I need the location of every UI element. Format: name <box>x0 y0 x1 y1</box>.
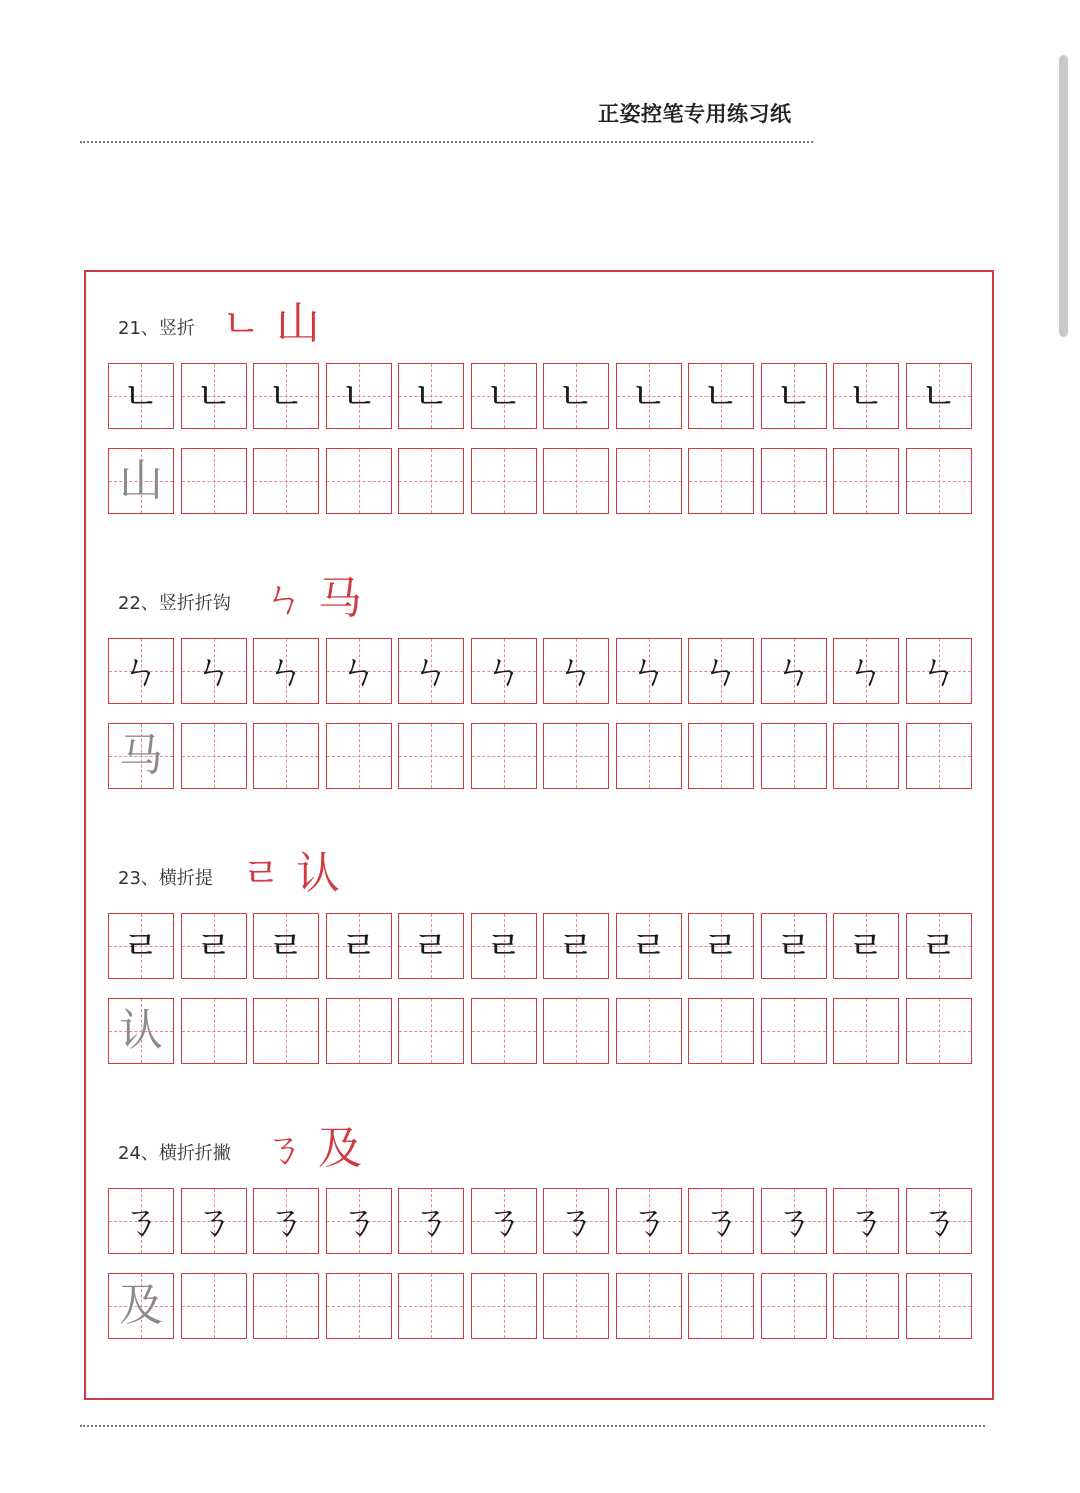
stroke-section <box>108 573 974 795</box>
stroke-glyph: ㄣ <box>774 649 813 693</box>
blank-grid-cell[interactable] <box>906 1273 972 1339</box>
stroke-glyph: ㄴ <box>920 374 958 418</box>
stroke-label: 21、竖折 <box>118 318 195 339</box>
model-character-cell[interactable] <box>108 448 174 514</box>
page-title: 正姿控笔专用练习纸 <box>598 102 792 126</box>
blank-grid-cell[interactable] <box>833 448 899 514</box>
blank-grid-cell[interactable] <box>471 448 537 514</box>
tian-grid-cell[interactable] <box>616 913 682 979</box>
stroke-glyph: ㄹ <box>775 924 813 968</box>
stroke-glyph: ㄹ <box>920 924 958 968</box>
stroke-glyph: ㄋ <box>701 1199 740 1243</box>
stroke-practice-row <box>108 913 974 981</box>
stroke-sample: ㄋ <box>264 1126 304 1172</box>
stroke-sample: ㄹ <box>242 851 281 897</box>
stroke-glyph: ㄹ <box>702 924 740 968</box>
tian-grid-cell[interactable] <box>688 913 754 979</box>
character-practice-row <box>108 998 974 1066</box>
stroke-glyph: ㄣ <box>629 649 668 693</box>
stroke-glyph: ㄣ <box>339 649 378 693</box>
stroke-glyph: ㄋ <box>339 1199 378 1243</box>
blank-grid-cell[interactable] <box>906 723 972 789</box>
blank-grid-cell[interactable] <box>688 1273 754 1339</box>
stroke-glyph: ㄴ <box>630 374 668 418</box>
blank-grid-cell[interactable] <box>326 723 392 789</box>
stroke-glyph: ㄹ <box>557 924 595 968</box>
tian-grid-cell[interactable] <box>326 363 392 429</box>
stroke-glyph: ㄣ <box>556 649 595 693</box>
tian-grid-cell[interactable] <box>543 363 609 429</box>
blank-grid-cell[interactable] <box>688 723 754 789</box>
character-practice-row <box>108 448 974 516</box>
tian-grid-cell[interactable] <box>398 638 464 704</box>
blank-grid-cell[interactable] <box>398 1273 464 1339</box>
model-character: 认 <box>119 1005 163 1056</box>
stroke-practice-row <box>108 363 974 431</box>
blank-grid-cell[interactable] <box>326 1273 392 1339</box>
stroke-glyph: ㄣ <box>411 649 450 693</box>
character-practice-row <box>108 1273 974 1341</box>
tian-grid-cell[interactable] <box>906 1188 972 1254</box>
tian-grid-cell[interactable] <box>181 1188 247 1254</box>
stroke-glyph: ㄋ <box>121 1199 160 1243</box>
blank-grid-cell[interactable] <box>398 998 464 1064</box>
blank-grid-cell[interactable] <box>471 723 537 789</box>
stroke-label: 24、横折折撇 <box>118 1143 231 1164</box>
stroke-practice-row <box>108 638 974 706</box>
tian-grid-cell[interactable] <box>906 913 972 979</box>
stroke-section <box>108 848 974 1070</box>
tian-grid-cell[interactable] <box>253 1188 319 1254</box>
blank-grid-cell[interactable] <box>906 998 972 1064</box>
tian-grid-cell[interactable] <box>181 363 247 429</box>
blank-grid-cell[interactable] <box>616 723 682 789</box>
tian-grid-cell[interactable] <box>616 638 682 704</box>
tian-grid-cell[interactable] <box>326 1188 392 1254</box>
blank-grid-cell[interactable] <box>616 1273 682 1339</box>
blank-grid-cell[interactable] <box>833 998 899 1064</box>
tian-grid-cell[interactable] <box>616 363 682 429</box>
character-practice-row <box>108 723 974 791</box>
stroke-glyph: ㄣ <box>194 649 233 693</box>
stroke-glyph: ㄴ <box>340 374 378 418</box>
stroke-glyph: ㄴ <box>267 374 305 418</box>
blank-grid-cell[interactable] <box>761 723 827 789</box>
tian-grid-cell[interactable] <box>108 913 174 979</box>
tian-grid-cell[interactable] <box>471 363 537 429</box>
blank-grid-cell[interactable] <box>181 448 247 514</box>
tian-grid-cell[interactable] <box>398 1188 464 1254</box>
model-character: 马 <box>119 730 163 781</box>
stroke-glyph: ㄹ <box>195 924 233 968</box>
stroke-glyph: ㄹ <box>122 924 160 968</box>
stroke-glyph: ㄣ <box>484 649 523 693</box>
blank-grid-cell[interactable] <box>181 723 247 789</box>
stroke-glyph: ㄹ <box>340 924 378 968</box>
blank-grid-cell[interactable] <box>616 448 682 514</box>
blank-grid-cell[interactable] <box>833 1273 899 1339</box>
blank-grid-cell[interactable] <box>543 723 609 789</box>
tian-grid-cell[interactable] <box>181 638 247 704</box>
blank-grid-cell[interactable] <box>543 448 609 514</box>
stroke-glyph: ㄹ <box>412 924 450 968</box>
stroke-section <box>108 1123 974 1345</box>
stroke-glyph: ㄴ <box>412 374 450 418</box>
stroke-glyph: ㄣ <box>121 649 160 693</box>
blank-grid-cell[interactable] <box>616 998 682 1064</box>
tian-grid-cell[interactable] <box>688 1188 754 1254</box>
tian-grid-cell[interactable] <box>543 1188 609 1254</box>
model-character-cell[interactable] <box>108 723 174 789</box>
example-character: 山 <box>276 298 320 349</box>
stroke-practice-row <box>108 1188 974 1256</box>
stroke-glyph: ㄴ <box>775 374 813 418</box>
blank-grid-cell[interactable] <box>833 723 899 789</box>
blank-grid-cell[interactable] <box>761 1273 827 1339</box>
tian-grid-cell[interactable] <box>181 913 247 979</box>
scrollbar[interactable] <box>1059 55 1068 337</box>
header-divider <box>80 141 813 143</box>
stroke-glyph: ㄋ <box>919 1199 958 1243</box>
blank-grid-cell[interactable] <box>543 998 609 1064</box>
tian-grid-cell[interactable] <box>253 638 319 704</box>
stroke-glyph: ㄋ <box>774 1199 813 1243</box>
blank-grid-cell[interactable] <box>253 998 319 1064</box>
tian-grid-cell[interactable] <box>108 638 174 704</box>
tian-grid-cell[interactable] <box>543 638 609 704</box>
example-character: 及 <box>318 1123 362 1174</box>
blank-grid-cell[interactable] <box>398 723 464 789</box>
tian-grid-cell[interactable] <box>761 638 827 704</box>
tian-grid-cell[interactable] <box>761 1188 827 1254</box>
tian-grid-cell[interactable] <box>326 913 392 979</box>
blank-grid-cell[interactable] <box>326 998 392 1064</box>
example-character: 认 <box>296 848 340 899</box>
tian-grid-cell[interactable] <box>761 913 827 979</box>
stroke-glyph: ㄴ <box>122 374 160 418</box>
tian-grid-cell[interactable] <box>833 913 899 979</box>
blank-grid-cell[interactable] <box>761 998 827 1064</box>
tian-grid-cell[interactable] <box>688 638 754 704</box>
stroke-glyph: ㄣ <box>919 649 958 693</box>
tian-grid-cell[interactable] <box>398 913 464 979</box>
tian-grid-cell[interactable] <box>906 638 972 704</box>
stroke-glyph: ㄴ <box>847 374 885 418</box>
tian-grid-cell[interactable] <box>761 363 827 429</box>
stroke-label: 22、竖折折钩 <box>118 593 231 614</box>
blank-grid-cell[interactable] <box>688 998 754 1064</box>
stroke-glyph: ㄋ <box>194 1199 233 1243</box>
stroke-glyph: ㄋ <box>484 1199 523 1243</box>
stroke-glyph: ㄴ <box>195 374 233 418</box>
stroke-glyph: ㄹ <box>485 924 523 968</box>
model-character: 及 <box>119 1280 163 1331</box>
blank-grid-cell[interactable] <box>761 448 827 514</box>
stroke-label: 23、横折提 <box>118 868 213 889</box>
tian-grid-cell[interactable] <box>471 638 537 704</box>
model-character-cell[interactable] <box>108 1273 174 1339</box>
stroke-glyph: ㄋ <box>629 1199 668 1243</box>
blank-grid-cell[interactable] <box>253 723 319 789</box>
stroke-glyph: ㄣ <box>701 649 740 693</box>
footer-divider <box>80 1425 985 1427</box>
stroke-glyph: ㄴ <box>557 374 595 418</box>
stroke-glyph: ㄹ <box>630 924 668 968</box>
stroke-glyph: ㄋ <box>411 1199 450 1243</box>
tian-grid-cell[interactable] <box>906 363 972 429</box>
blank-grid-cell[interactable] <box>398 448 464 514</box>
tian-grid-cell[interactable] <box>471 1188 537 1254</box>
tian-grid-cell[interactable] <box>398 363 464 429</box>
stroke-glyph: ㄴ <box>702 374 740 418</box>
stroke-glyph: ㄋ <box>266 1199 305 1243</box>
blank-grid-cell[interactable] <box>253 1273 319 1339</box>
example-character: 马 <box>318 573 362 624</box>
blank-grid-cell[interactable] <box>906 448 972 514</box>
tian-grid-cell[interactable] <box>108 363 174 429</box>
stroke-glyph: ㄹ <box>847 924 885 968</box>
tian-grid-cell[interactable] <box>471 913 537 979</box>
model-character: 山 <box>119 455 163 506</box>
blank-grid-cell[interactable] <box>253 448 319 514</box>
model-character-cell[interactable] <box>108 998 174 1064</box>
tian-grid-cell[interactable] <box>108 1188 174 1254</box>
blank-grid-cell[interactable] <box>181 1273 247 1339</box>
tian-grid-cell[interactable] <box>543 913 609 979</box>
tian-grid-cell[interactable] <box>833 638 899 704</box>
tian-grid-cell[interactable] <box>688 363 754 429</box>
stroke-glyph: ㄹ <box>267 924 305 968</box>
blank-grid-cell[interactable] <box>543 1273 609 1339</box>
tian-grid-cell[interactable] <box>253 363 319 429</box>
stroke-sample: ㄣ <box>264 576 304 622</box>
stroke-glyph: ㄋ <box>556 1199 595 1243</box>
stroke-glyph: ㄋ <box>846 1199 885 1243</box>
tian-grid-cell[interactable] <box>833 1188 899 1254</box>
blank-grid-cell[interactable] <box>688 448 754 514</box>
blank-grid-cell[interactable] <box>471 1273 537 1339</box>
stroke-section <box>108 298 974 520</box>
tian-grid-cell[interactable] <box>616 1188 682 1254</box>
stroke-glyph: ㄣ <box>846 649 885 693</box>
stroke-sample: ㄴ <box>222 301 261 347</box>
tian-grid-cell[interactable] <box>253 913 319 979</box>
stroke-glyph: ㄣ <box>266 649 305 693</box>
tian-grid-cell[interactable] <box>833 363 899 429</box>
blank-grid-cell[interactable] <box>471 998 537 1064</box>
blank-grid-cell[interactable] <box>181 998 247 1064</box>
stroke-glyph: ㄴ <box>485 374 523 418</box>
tian-grid-cell[interactable] <box>326 638 392 704</box>
blank-grid-cell[interactable] <box>326 448 392 514</box>
